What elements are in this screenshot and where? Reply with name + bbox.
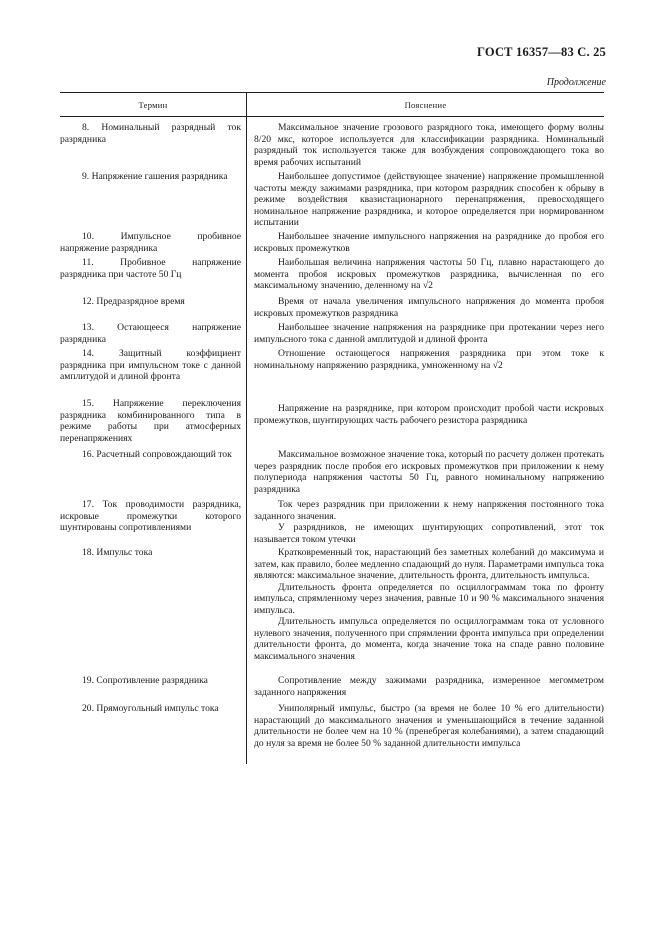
term-cell: 17. Ток проводимости разрядника, искровые промежутки которого шунтированы сопротивлениями (60, 499, 241, 533)
term-cell: 20. Прямоугольный импульс тока (82, 703, 219, 714)
explanation-cell: Максимальное возможное значение тока, который по расчету должен протекать через разрядник после пробоя его искровых промежутков при приложении к нему полупериода напряжения частоты 50 Гц, равного номинальному напряжению разрядника (254, 449, 604, 495)
explanation-cell: Наибольшее допустимое (действующее значение) напряжение промышленной частоты между зажимами разрядника, при котором разрядник способен к обрыву в режиме воздействия квазистационарного перенапряжения, превосходящего номинальное напряжение разрядника, и которое определяется при нормированном испытании (254, 171, 604, 228)
term-cell: 19. Сопротивление разрядника (82, 675, 208, 686)
table-top-rule (60, 92, 604, 93)
continuation-label: Продолжение (546, 77, 606, 88)
column-separator (246, 92, 247, 764)
column-header-term: Термин (138, 100, 168, 110)
term-cell: 13. Остающееся напряжение разрядника (60, 322, 241, 345)
explanation-cell: Напряжение на разряднике, при котором происходит пробой части искровых промежутков, шунтирующих часть рабочего резистора разрядника (254, 403, 604, 426)
term-cell: 8. Номинальный разрядный ток разрядника (60, 122, 241, 145)
term-cell: 9. Напряжение гашения разрядника (82, 171, 228, 182)
page-header: ГОСТ 16357—83 С. 25 (477, 45, 606, 59)
term-cell: 14. Защитный коэффициент разрядника при импульсном токе с данной амплитудой и длиной фронта (60, 348, 241, 382)
explanation-cell: Максимальное значение грозового разрядного тока, имеющего форму волны 8/20 мкс, которое используется для классификации разрядника. Номинальный разрядный ток используется также для возбуждения сопровождающего тока во время рабочих испытаний (254, 122, 604, 168)
explanation-cell: Сопротивление между зажимами разрядника, измеренное мегомметром заданного напряжения (254, 675, 604, 698)
explanation-cell: Униполярный импульс, быстро (за время не более 10 % его длительности) нарастающий до максимального значения и уменьшающийся в течение заданной длительности не более чем на 10 % (пренебрегая колебаниями), а затем спадающий до нуля за время не более 50 % заданной длительности импульса (254, 703, 604, 749)
explanation-cell: Время от начала увеличения импульсного напряжения до момента пробоя искровых промежутков разрядника (254, 296, 604, 319)
column-header-explanation: Пояснение (404, 100, 447, 110)
explanation-cell: Отношение остающегося напряжения разрядника при этом токе к номинальному напряжению разрядника, умноженному на √2 (254, 348, 604, 371)
explanation-cell: Кратковременный ток, нарастающий без заметных колебаний до максимума и затем, как правило, более медленно спадающий до нуля. Параметрами импульса тока являются: максимальное значение, длительность фронта, длительность импульса. Длительность фронта определяется по осциллограммам тока по фронту импульса, спрямленному через значения, равные 10 и 90 % максимального значения импульса. Длительность импульса определяется по осциллограммам тока от условного нулевого значения, полученного при спрямлении фронта импульса при определении длительности фронта, до момента, когда значение тока на спаде равно половине максимального значения (254, 547, 604, 662)
term-cell: 10. Импульсное пробивное напряжение разрядника (60, 231, 241, 254)
term-cell: 18. Импульс тока (82, 547, 153, 558)
term-cell: 11. Пробивное напряжение разрядника при частоте 50 Гц (60, 257, 241, 280)
explanation-cell: Наибольшее значение напряжения на разряднике при протекании через него импульсного тока с данной амплитудой и длиной фронта (254, 322, 604, 345)
term-cell: 15. Напряжение переключения разрядника комбинированного типа в режиме работы при атмосферных перенапряжениях (60, 398, 241, 444)
explanation-cell: Наибольшее значение импульсного напряжения на разряднике до пробоя его искровых промежутков (254, 231, 604, 254)
term-cell: 12. Предразрядное время (82, 296, 185, 307)
table-header-rule (60, 116, 604, 117)
explanation-cell: Наибольшая величина напряжения частоты 50 Гц, плавно нарастающего до момента пробоя искровых промежутков разрядника, вычисленная по его максимальному значению, деленному на √2 (254, 257, 604, 291)
explanation-cell: Ток через разрядник при приложении к нему напряжения постоянного тока заданного значения. У разрядников, не имеющих шунтирующих сопротивлений, этот ток называется током утечки (254, 499, 604, 545)
term-cell: 16. Расчетный сопровождающий ток (82, 449, 232, 460)
